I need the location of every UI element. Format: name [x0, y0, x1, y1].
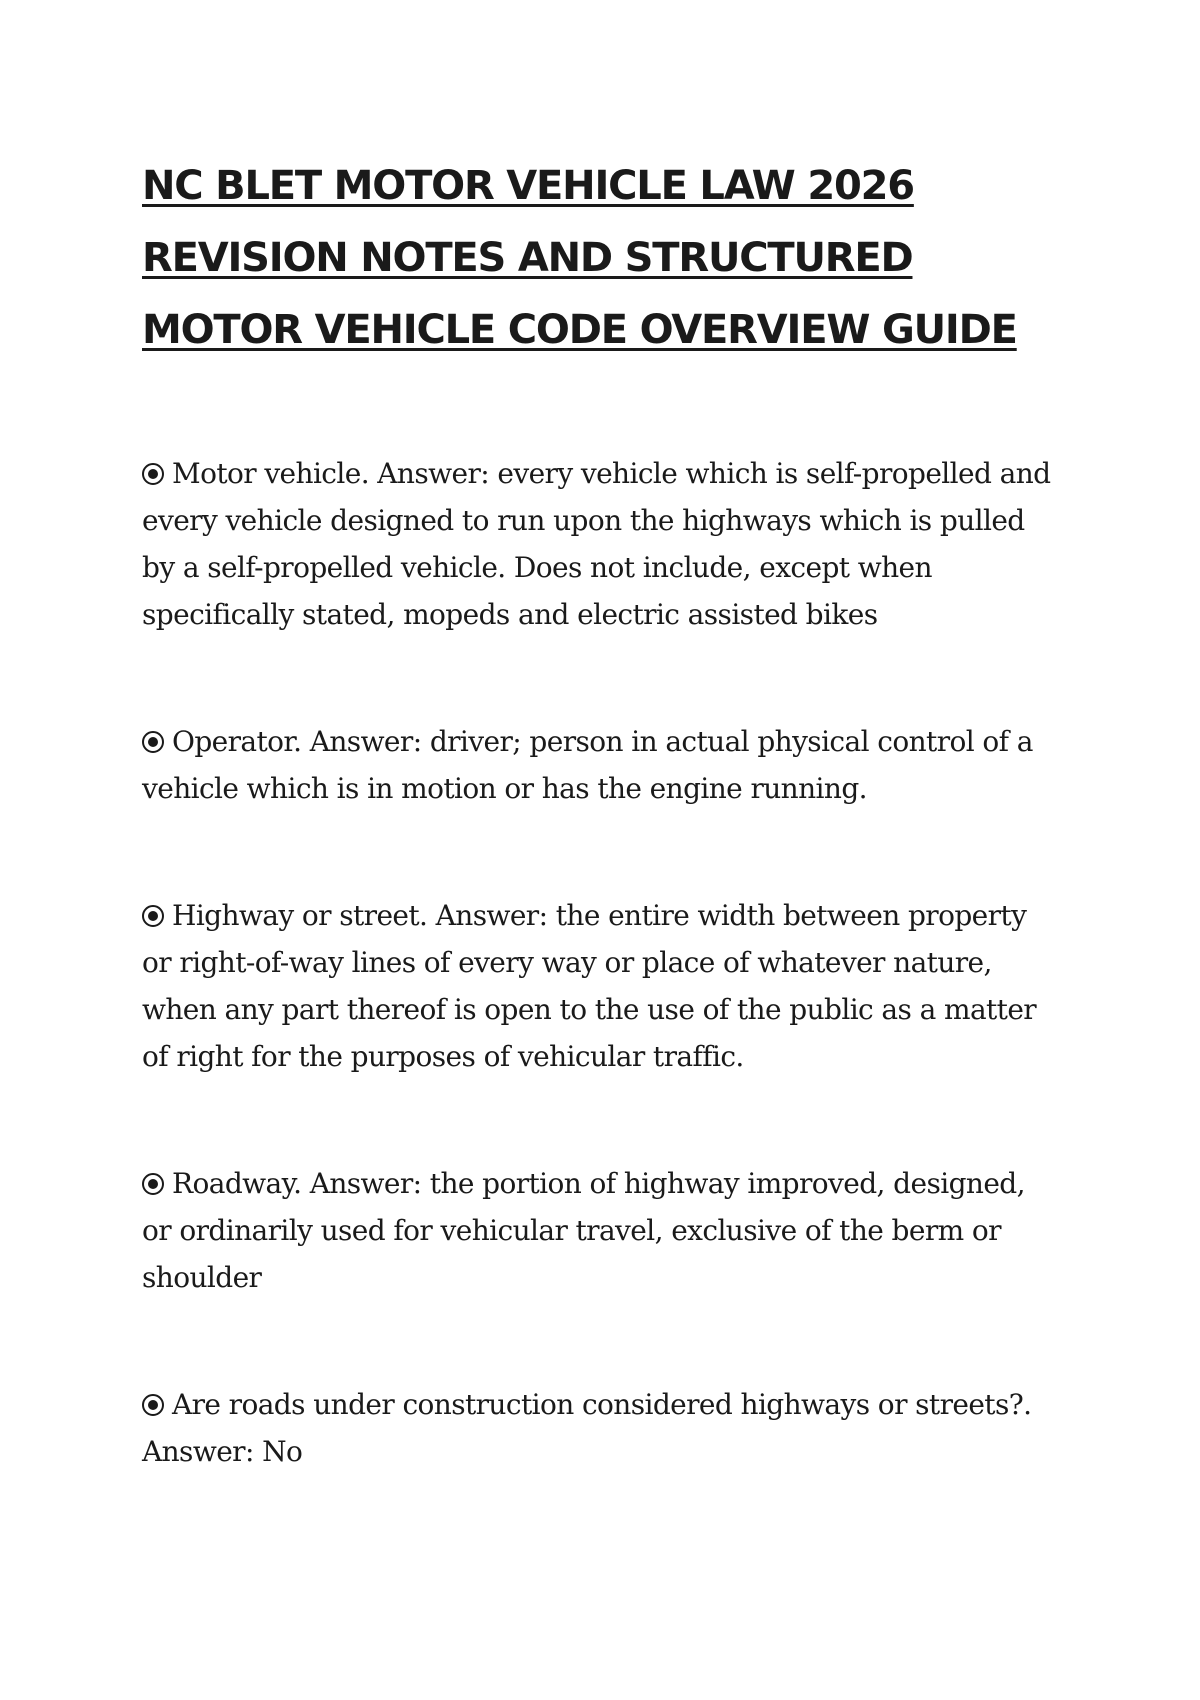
definition-text: Highway or street. Answer: the entire width between property or right-of-way lines of every way or place of whatever nature, when any part thereof is open to the use of the public as a matter of right for the purposes of vehicular traffic.	[142, 899, 1037, 1073]
definition-text: Operator. Answer: driver; person in actual physical control of a vehicle which is in motion or has the engine running.	[142, 725, 1033, 805]
definition-entry	[142, 718, 1062, 812]
definition-list	[142, 450, 1062, 1555]
definition-text: Are roads under construction considered highways or streets?. Answer: No	[142, 1388, 1032, 1468]
document-title: NC BLET MOTOR VEHICLE LAW 2026 REVISION NOTES AND STRUCTURED MOTOR VEHICLE CODE OVERVIEW GUIDE	[142, 163, 1017, 353]
definition-entry	[142, 1381, 1062, 1475]
definition-entry	[142, 1160, 1062, 1301]
definition-text: Motor vehicle. Answer: every vehicle which is self-propelled and every vehicle designed to run upon the highways which is pulled by a self-propelled vehicle. Does not include, except when specifically stated, mopeds and electric assisted bikes	[142, 457, 1051, 631]
fisheye-bullet-icon	[142, 731, 164, 753]
fisheye-bullet-icon	[142, 463, 164, 485]
definition-text: Roadway. Answer: the portion of highway improved, designed, or ordinarily used for vehicular travel, exclusive of the berm or shoulder	[142, 1167, 1025, 1294]
definition-entry	[142, 450, 1062, 638]
fisheye-bullet-icon	[142, 1173, 164, 1195]
definition-entry	[142, 892, 1062, 1080]
fisheye-bullet-icon	[142, 1394, 164, 1416]
fisheye-bullet-icon	[142, 905, 164, 927]
